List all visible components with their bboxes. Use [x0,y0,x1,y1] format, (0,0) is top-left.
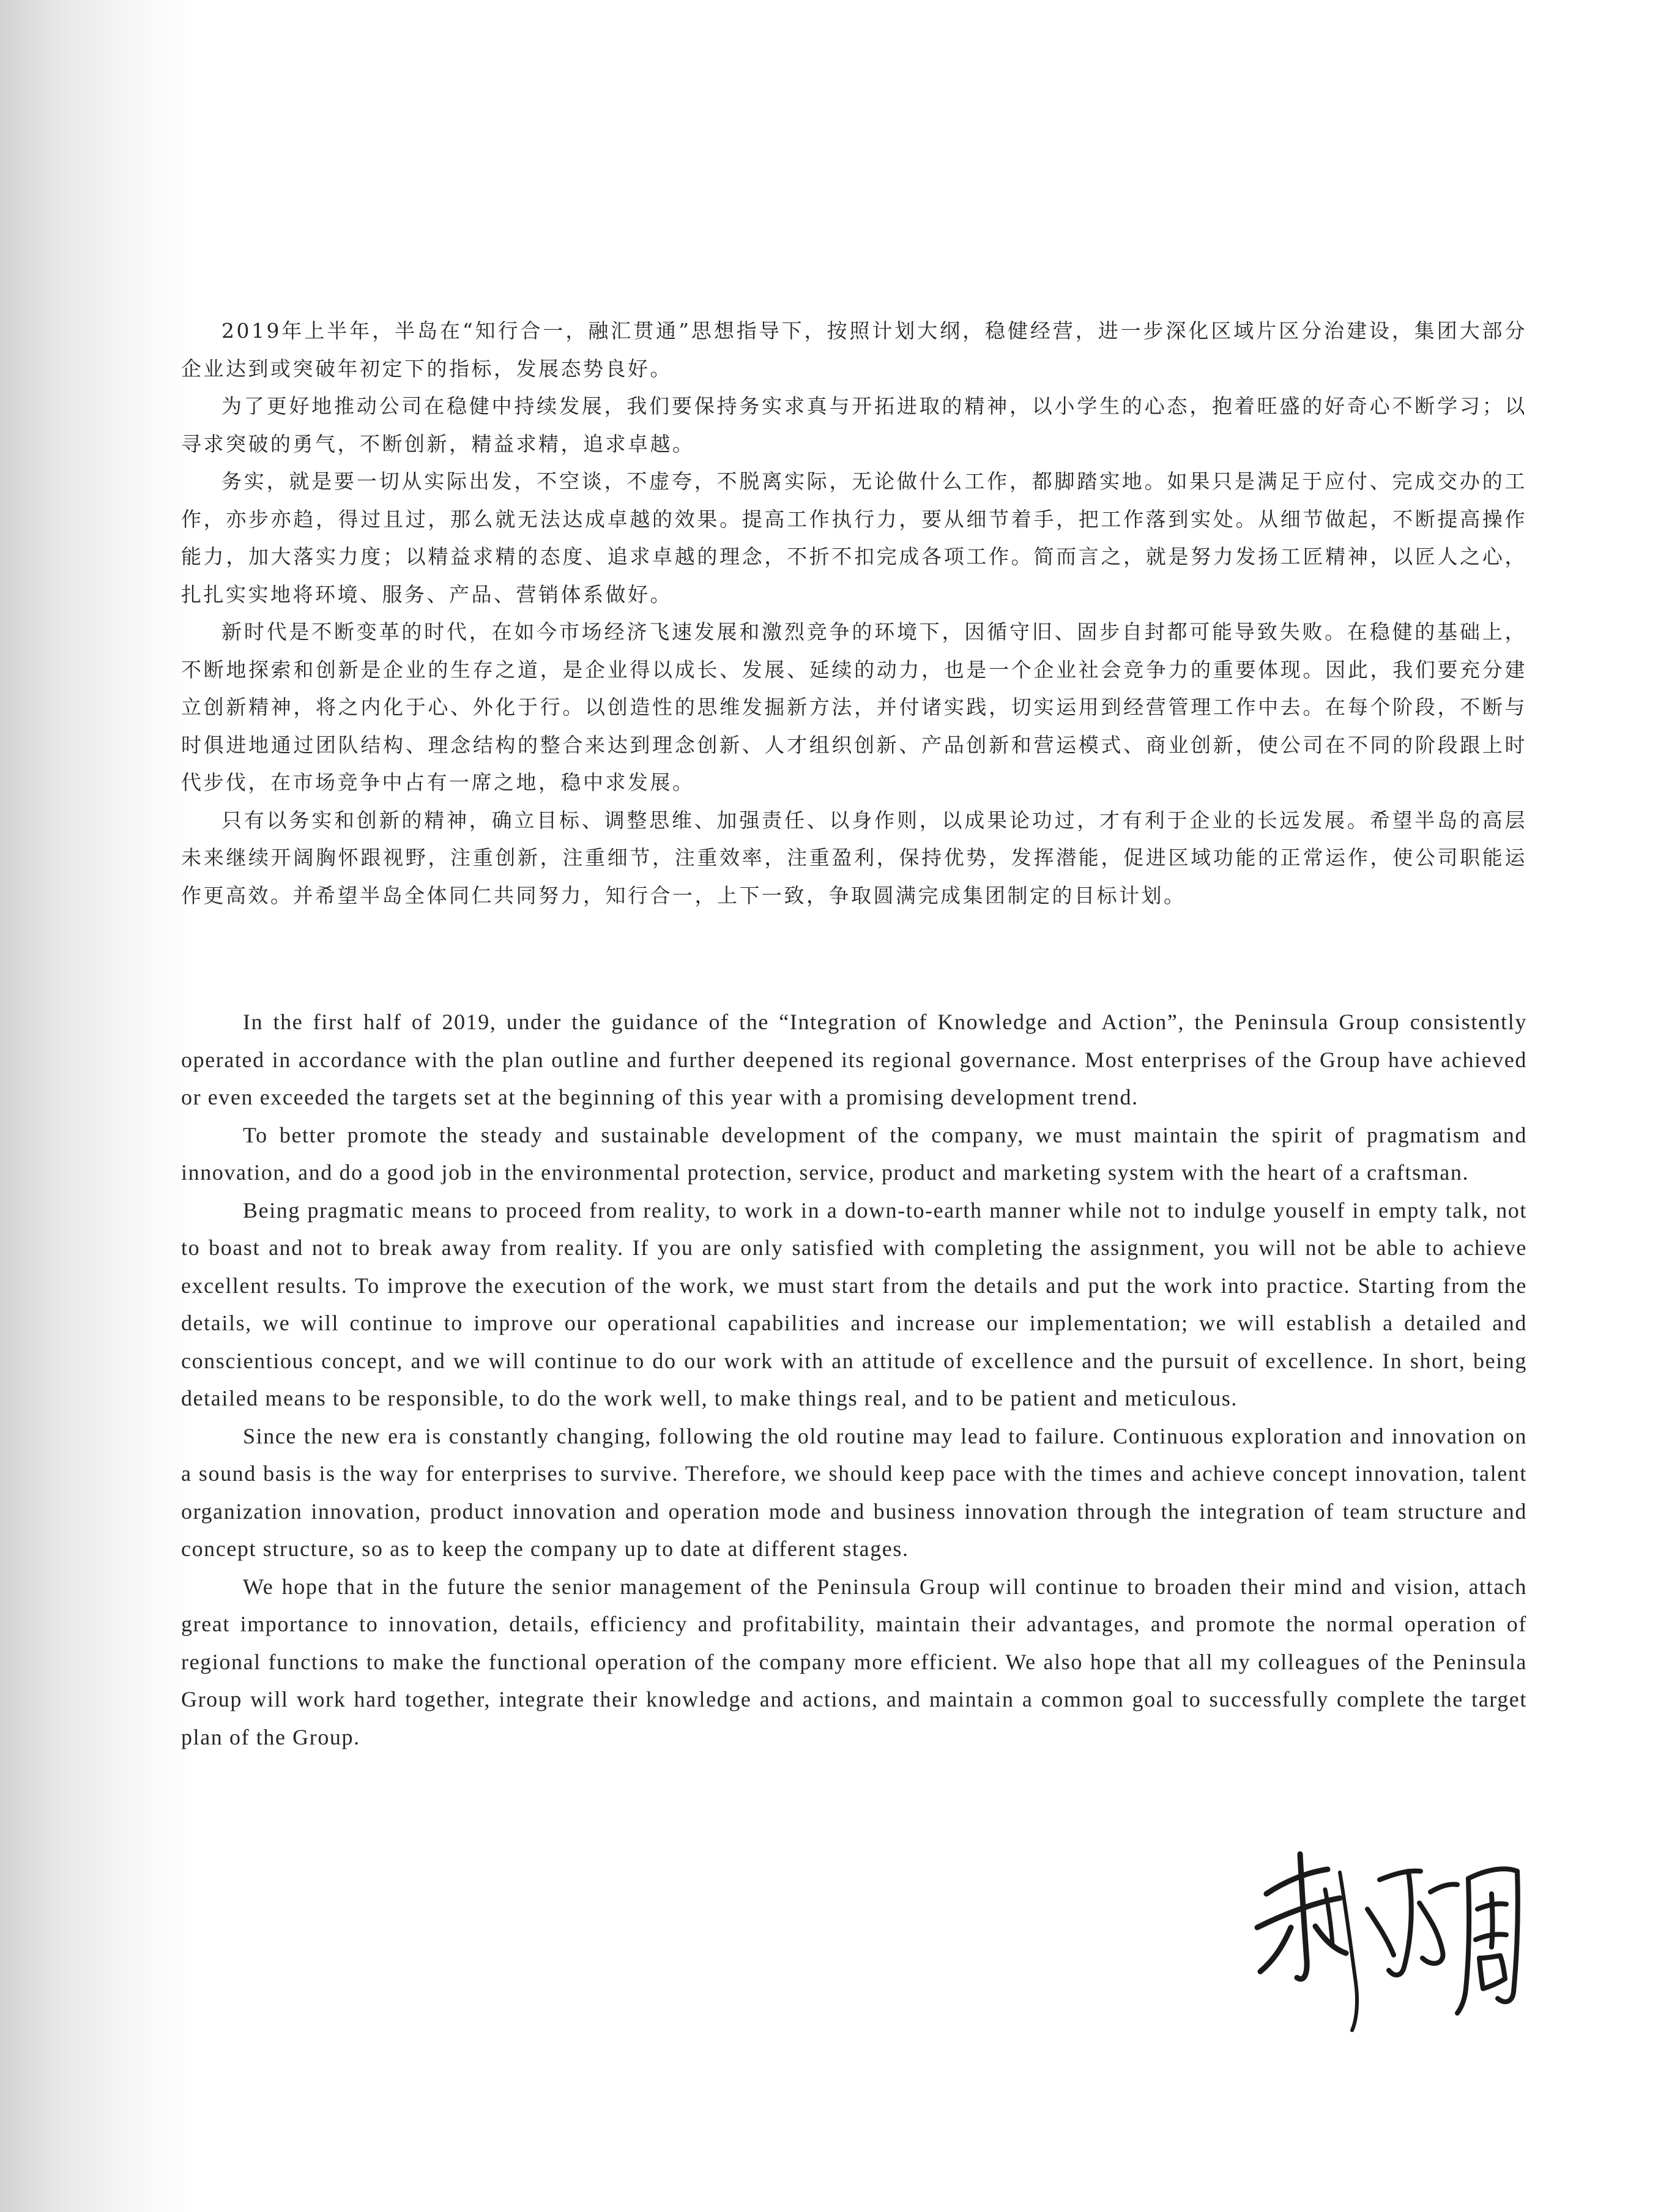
signature-char-2 [1367,1871,1457,1975]
chinese-paragraph: 2019年上半年，半岛在“知行合一，融汇贯通”思想指导下，按照计划大纲，稳健经营，进一步深化区域片区分治建设，集团大部分企业达到或突破年初定下的指标，发展态势良好。 [181,319,1527,381]
chinese-paragraph: 为了更好地推动公司在稳健中持续发展，我们要保持务实求真与开拓进取的精神，以小学生的心态，抱着旺盛的好奇心不断学习；以寻求突破的勇气，不断创新，精益求精，追求卓越。 [181,394,1527,456]
chinese-paragraph: 只有以务实和创新的精神，确立目标、调整思维、加强责任、以身作则，以成果论功过，才有利于企业的长远发展。希望半岛的高层未来继续开阔胸怀跟视野，注重创新，注重细节，注重效率，注重盈利，保持优势，发挥潜能，促进区域功能的正常运作，使公司职能运作更高效。并希望半岛全体同仁共同努力，知行合一，上下一致，争取圆满完成集团制定的目标计划。 [181,808,1527,907]
english-paragraph: To better promote the steady and sustainable development of the company, we must maintain the spirit of pragmatism and innovation, and do a good job in the environmental protection, service, product and marketing system with the heart of a craftsman. [181,1122,1527,1185]
signature-char-3 [1457,1869,1518,2013]
chinese-paragraph: 新时代是不断变革的时代，在如今市场经济飞速发展和激烈竞争的环境下，因循守旧、固步自封都可能导致失败。在稳健的基础上，不断地探索和创新是企业的生存之道，是企业得以成长、发展、延续的动力，也是一个企业社会竞争力的重要体现。因此，我们要充分建立创新精神，将之内化于心、外化于行。以创造性的思维发掘新方法，并付诸实践，切实运用到经营管理工作中去。在每个阶段，不断与时俱进地通过团队结构、理念结构的整合来达到理念创新、人才组织创新、产品创新和营运模式、商业创新，使公司在不同的阶段跟上时代步伐，在市场竞争中占有一席之地，稳中求发展。 [181,620,1527,794]
english-paragraph: We hope that in the future the senior management of the Peninsula Group will continue to broaden their mind and vision, attach great importance to innovation, details, efficiency and profitability, maintain their advantages, and promote the normal operation of regional functions to make the functional operation of the company more efficient. We also hope that all my colleagues of the Peninsula Group will work hard together, integrate their knowledge and actions, and maintain a common goal to successfully complete the target plan of the Group. [181,1574,1527,1749]
handwritten-signature [1248,1836,1529,2038]
chinese-text-block [181,312,1527,914]
english-paragraph: In the first half of 2019, under the guidance of the “Integration of Knowledge and Action”, the Peninsula Group consistently operated in accordance with the plan outline and further deepened its regional governance. Most enterprises of the Group have achieved or even exceeded the targets set at the beginning of this year with a promising development trend. [181,1010,1527,1109]
signature-char-1 [1257,1854,1357,2030]
english-paragraph: Being pragmatic means to proceed from reality, to work in a down-to-earth manner while not to indulge youself in empty talk, not to boast and not to break away from reality. If you are only satisfied with completing the assignment, you will not be able to achieve excellent results. To improve the execution of the work, we must start from the details and put the work into practice. Starting from the details, we will continue to improve our operational capabilities and increase our implementation; we will establish a detailed and conscientious concept, and we will continue to do our work with an attitude of excellence and the pursuit of excellence. In short, being detailed means to be responsible, to do the work well, to make things real, and to be patient and meticulous. [181,1197,1527,1410]
chinese-paragraph: 务实，就是要一切从实际出发，不空谈，不虚夸，不脱离实际，无论做什么工作，都脚踏实地。如果只是满足于应付、完成交办的工作，亦步亦趋，得过且过，那么就无法达成卓越的效果。提高工作执行力，要从细节着手，把工作落到实处。从细节做起，不断提高操作能力，加大落实力度；以精益求精的态度、追求卓越的理念，不折不扣完成各项工作。简而言之，就是努力发扬工匠精神，以匠人之心，扎扎实实地将环境、服务、产品、营销体系做好。 [181,469,1527,606]
english-paragraph: Since the new era is constantly changing, following the old routine may lead to failure. Continuous exploration and innovation on a sound basis is the way for enterprises to survive. Therefore, we should keep pace with the times and achieve concept innovation, talent organization innovation, product innovation and operation mode and business innovation through the integration of team structure and concept structure, so as to keep the company up to date at different stages. [181,1423,1527,1561]
english-text-block [181,1004,1527,1756]
